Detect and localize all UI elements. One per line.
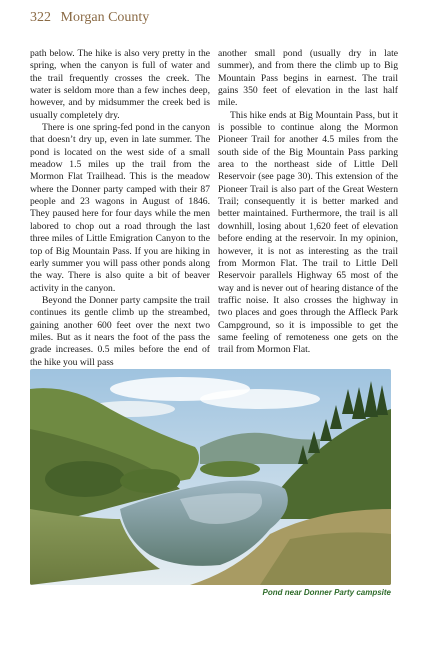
pond-landscape-illustration — [30, 369, 391, 585]
paragraph: Beyond the Donner party campsite the trail continues its gentle climb up the streambed, gaining another 600 feet over the next two miles. But as it nears the foot of the pass the grade increases. 0.5 miles before the end of the hike you will pass — [30, 294, 210, 368]
paragraph: path below. The hike is also very pretty in the spring, when the canyon is full of water and the trail frequently crosses the creek. The water is seldom more than a few inches deep, however, and by midsummer the creek bed is usually completely dry. — [30, 48, 210, 121]
photo-caption: Pond near Donner Party campsite — [262, 588, 391, 597]
paragraph: This hike ends at Big Mountain Pass, but it is possible to continue along the Mormon Pioneer Trail for another 4.5 miles from the south side of the Big Mountain Pass parking area to the northeast side of Little Dell Reservoir (see page 30). This extension of the Pioneer Trail is also part of the Great Western Trail; consequently it is better marked and better maintained. Furthermore, the trail is all downhill, losing about 1,620 feet of elevation before ending at the reservoir. In my opinion, however, it is not as interesting as the trail from Mormon Flat. The trail to Little Dell Reservoir parallels Highway 65 most of the way and is never out of hearing distance of the traffic noise. It also crosses the highway in two places and goes through the Affleck Park Campground, so it is impossible to get the same feeling of remoteness one gets on the trail from Mormon Flat. — [218, 109, 398, 356]
right-text-column — [218, 48, 398, 357]
pond-photo — [30, 369, 391, 585]
paragraph: There is one spring-fed pond in the canyon that doesn’t dry up, even in late summer. The pond is located on the west side of a small meadow 1.5 miles up the trail from the Mormon Flat Trailhead. This is the meadow where the Donner party camped with their 87 people and 23 wagons in August of 1846. They paused here for four days while the men labored to chop out a road through the last three miles of Little Emigration Canyon to the top of Big Mountain Pass. If you are hiking in early summer you will pass other ponds along the way. There is also quite a bit of beaver activity in the canyon. — [30, 122, 210, 294]
left-text-column — [30, 48, 210, 369]
page-number: 322 — [30, 10, 51, 25]
running-header — [30, 10, 149, 26]
chapter-title: Morgan County — [60, 10, 150, 25]
paragraph: another small pond (usually dry in late summer), and from there the climb up to Big Mountain Pass begins in earnest. The trail gains 350 feet of elevation in the last half mile. — [218, 48, 398, 109]
